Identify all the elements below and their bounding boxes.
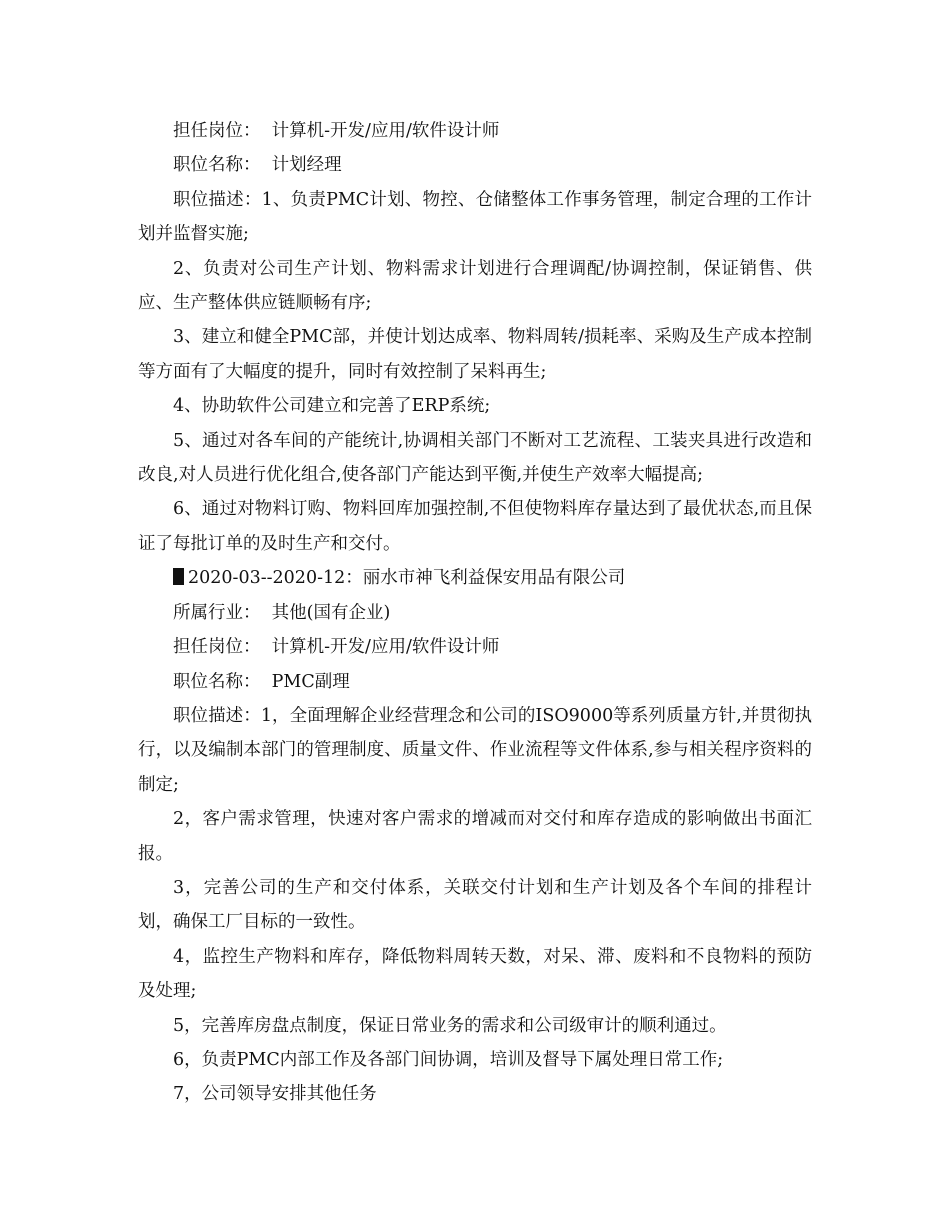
- job1-desc-1: [138, 183, 812, 252]
- job1-title-label: 职位名称：: [173, 155, 261, 176]
- job2-header-text: 2020-03--2020-12：丽水市神飞利益保安用品有限公司: [188, 568, 626, 589]
- job2-desc-1: [138, 699, 812, 802]
- job2-desc-label: 职位描述：: [173, 705, 261, 726]
- job2-desc-5: 5，完善库房盘点制度，保证日常业务的需求和公司级审计的顺利通过。: [173, 1015, 727, 1036]
- job1-desc-1-text: 1、负责PMC计划、物控、仓储整体工作事务管理，制定合理的工作计划并监督实施;: [138, 189, 813, 245]
- job2-position-value: 计算机-开发/应用/软件设计师: [271, 637, 500, 658]
- job2-desc-4: 4，监控生产物料和库存，降低物料周转天数，对呆、滞、废料和不良物料的预防及处理;: [138, 946, 812, 1002]
- job2-desc-7: 7，公司领导安排其他任务: [173, 1084, 377, 1105]
- job1-position-line: [138, 114, 812, 148]
- job2-industry-label: 所属行业：: [173, 602, 261, 623]
- job1-desc-3: 3、建立和健全PMC部，并使计划达成率、物料周转/损耗率、采购及生产成本控制等方面有了大幅度的提升，同时有效控制了呆料再生;: [138, 327, 812, 382]
- job2-industry-value: 其他(国有企业): [271, 602, 391, 623]
- job2-desc-1-text: 1，全面理解企业经营理念和公司的ISO9000等系列质量方针,并贯彻执行，以及编制本部门的管理制度、质量文件、作业流程等文件体系,参与相关程序资料的制定;: [138, 705, 813, 795]
- bullet-icon: [173, 568, 184, 585]
- job2-title-label: 职位名称：: [173, 671, 261, 692]
- job1-desc-2: 2、负责对公司生产计划、物料需求计划进行合理调配/协调控制，保证销售、供应、生产整体供应链顺畅有序;: [138, 258, 812, 314]
- job2-industry-line: [138, 596, 812, 630]
- job1-title-value: 计划经理: [271, 155, 342, 176]
- job1-position-value: 计算机-开发/应用/软件设计师: [271, 121, 500, 141]
- job2-desc-3: 3，完善公司的生产和交付体系，关联交付计划和生产计划及各个车间的排程计划，确保工厂目标的一致性。: [138, 877, 812, 933]
- job1-desc-6: 6、通过对物料订购、物料回库加强控制,不但使物料库存量达到了最优状态,而且保证了每批订单的及时生产和交付。: [138, 499, 812, 554]
- job2-desc-6: 6，负责PMC内部工作及各部门间协调，培训及督导下属处理日常工作;: [173, 1049, 724, 1070]
- job1-desc-label: 职位描述：: [173, 189, 262, 210]
- job2-desc-2: 2，客户需求管理，快速对客户需求的增减而对交付和库存造成的影响做出书面汇报。: [138, 809, 812, 864]
- job2-title-value: PMC副理: [271, 671, 350, 692]
- job1-title-line: [138, 148, 812, 182]
- job1-desc-4: 4、协助软件公司建立和完善了ERP系统;: [173, 396, 491, 417]
- job2-title-line: [138, 665, 812, 699]
- job1-position-label: 担任岗位：: [173, 121, 261, 141]
- job1-desc-5: 5、通过对各车间的产能统计,协调相关部门不断对工艺流程、工装夹具进行改造和改良,对人员进行优化组合,使各部门产能达到平衡,并使生产效率大幅提高;: [138, 430, 812, 486]
- job2-position-line: [138, 630, 812, 664]
- job2-header: [138, 561, 812, 595]
- job2-position-label: 担任岗位：: [173, 637, 261, 658]
